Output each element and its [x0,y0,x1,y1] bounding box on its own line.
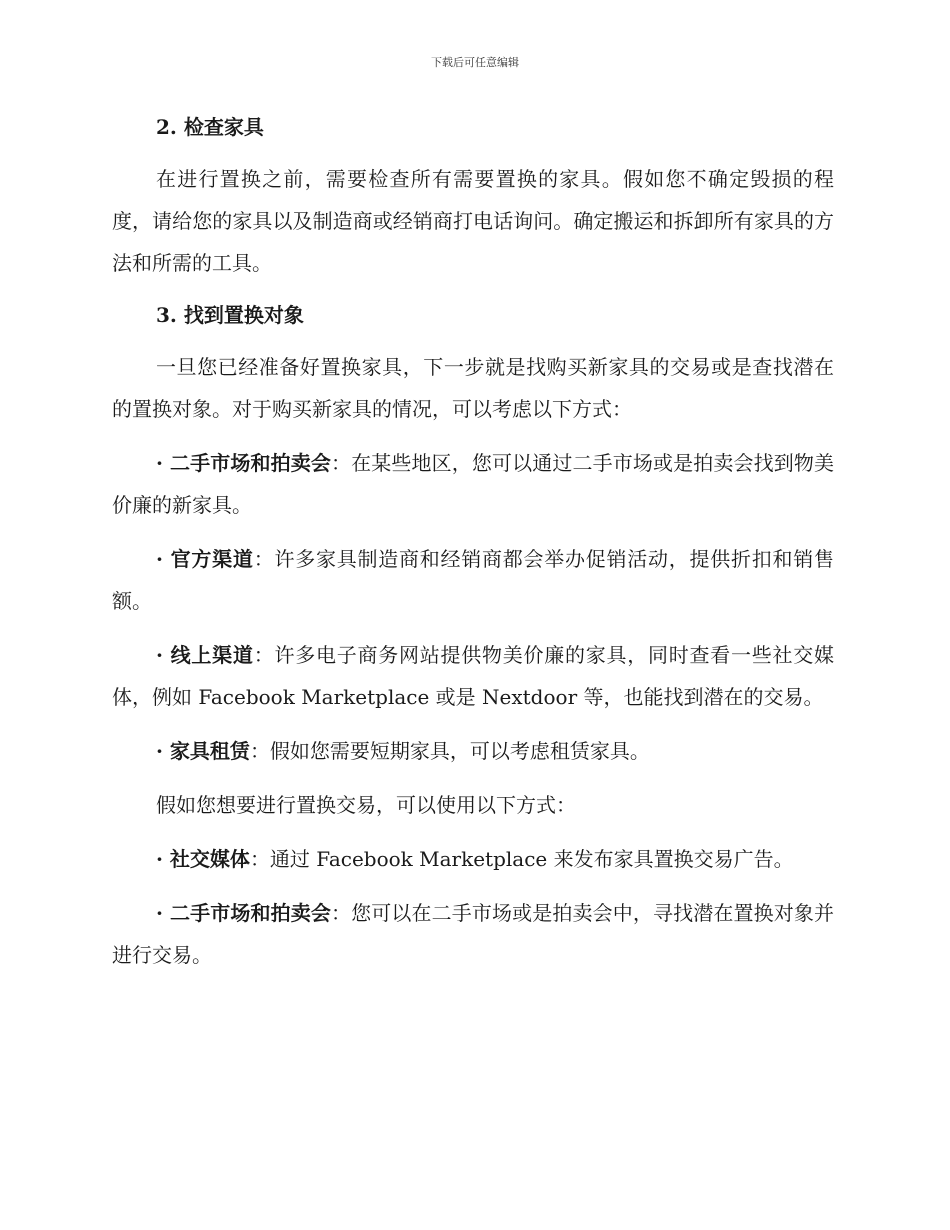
bullet-item-secondhand-market-swap [112,892,834,976]
section-heading-find-target: 3. 找到置换对象 [156,303,304,327]
document-body [112,108,834,988]
section-heading-check-furniture: 2. 检查家具 [156,115,264,139]
bullet-lead: · 二手市场和拍卖会 [156,901,332,925]
bullet-text: ：假如您需要短期家具，可以考虑租赁家具。 [249,739,650,763]
bullet-lead: · 线上渠道 [156,643,254,667]
bullet-text: ：您可以在二手市场或是拍卖会中，寻找潜在置换对象并进行交易。 [112,901,835,967]
paragraph-check-furniture: 在进行置换之前，需要检查所有需要置换的家具。假如您不确定毁损的程度，请给您的家具以及制造商或经销商打电话询问。确定搬运和拆卸所有家具的方法和所需的工具。 [112,167,834,275]
bullet-item-official-channel [112,538,834,622]
bullet-text: ：许多家具制造商和经销商都会举办促销活动，提供折扣和销售额。 [112,547,834,613]
paragraph-swap-intro: 假如您想要进行置换交易，可以使用以下方式： [156,793,576,817]
bullet-item-furniture-rental [112,730,834,772]
bullet-item-secondhand-market [112,442,834,526]
paragraph-find-target-intro: 一旦您已经准备好置换家具，下一步就是找购买新家具的交易或是查找潜在的置换对象。对于购买新家具的情况，可以考虑以下方式： [112,355,834,421]
bullet-lead: · 家具租赁 [156,739,250,763]
bullet-text: ：许多电子商务网站提供物美价廉的家具，同时查看一些社交媒体，例如 Facebook Marketplace 或是 Nextdoor 等，也能找到潜在的交易。 [112,643,834,709]
bullet-lead: · 官方渠道 [156,547,254,571]
bullet-lead: · 社交媒体 [156,847,250,871]
page-header: 下载后可任意编辑 [431,56,519,69]
bullet-item-online-channel [112,634,834,718]
bullet-lead: · 二手市场和拍卖会 [156,451,332,475]
bullet-text: ：在某些地区，您可以通过二手市场或是拍卖会找到物美价廉的新家具。 [112,451,835,517]
bullet-item-social-media [112,838,834,880]
bullet-text: ：通过 Facebook Marketplace 来发布家具置换交易广告。 [249,847,794,871]
